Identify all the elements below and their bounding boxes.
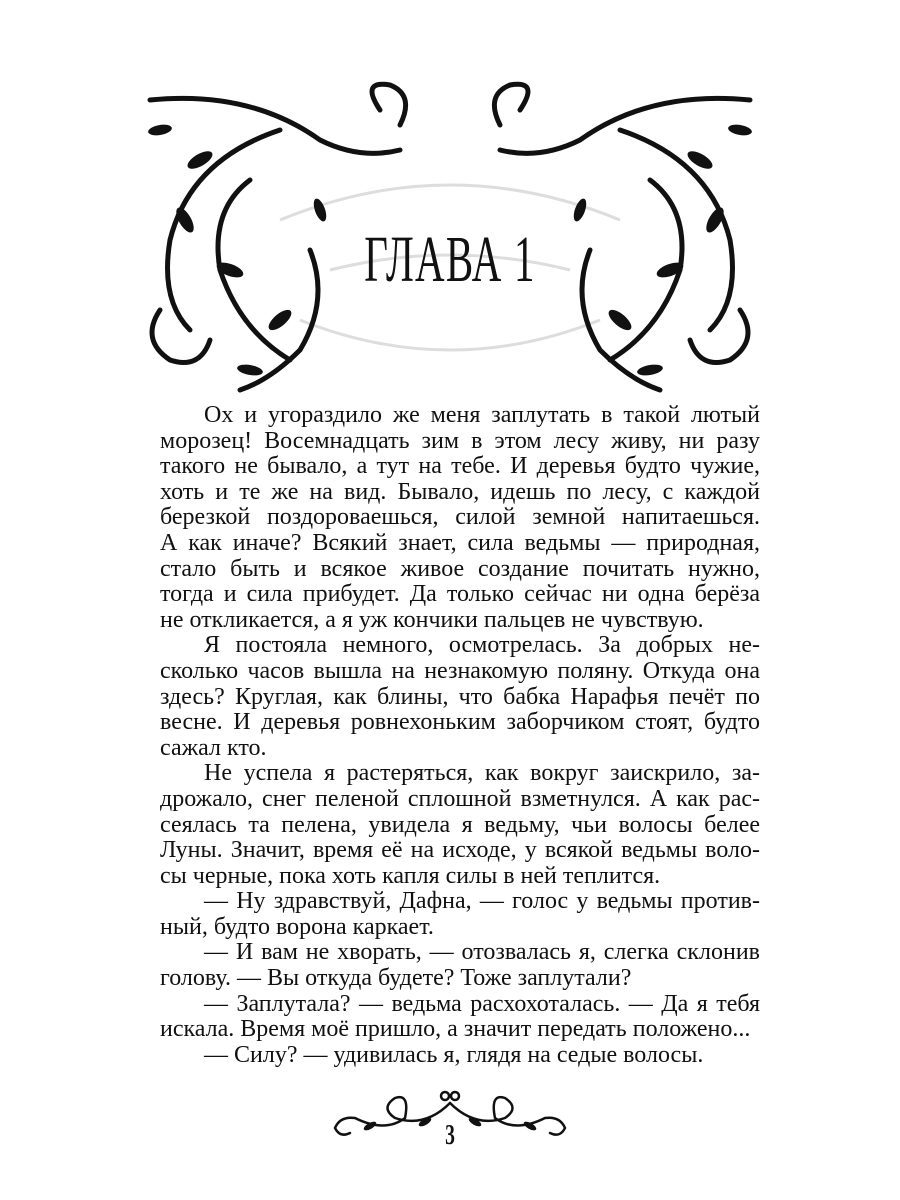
text-line: — Ну здравствуй, Дафна, — голос у ведьмы против- [204, 888, 760, 915]
text-line: не откликается, а я уж кончики пальцев не чувствую. [160, 606, 704, 633]
text-line: дрожало, снег пеленой сплошной взметнулся. А как рас- [160, 785, 760, 812]
text-line: весне. И деревья ровнехоньким заборчиком стоят, будто [160, 709, 760, 736]
text-line: стало быть и всякое живое создание почитать нужно, [160, 555, 760, 582]
text-line: хоть и те же на вид. Бывало, идешь по лесу, с каждой [160, 478, 760, 505]
text-line: здесь? Круглая, как блины, что бабка Нарафья печёт по [160, 683, 760, 710]
text-line: березкой поздороваешься, силой земной напитаешься. [160, 504, 760, 531]
text-line: — Заплутала? — ведьма расхохоталась. — Да я тебя [204, 990, 760, 1017]
page-number: 3 [445, 1120, 455, 1151]
text-line: сеялась та пелена, увидела я ведьму, чьи волосы белее [160, 811, 760, 838]
text-line: голову. — Вы откуда будете? Тоже заплутали? [160, 965, 632, 992]
text-line: Я постояла немного, осмотрелась. За добрых не- [204, 632, 760, 659]
text-line: сы черные, пока хоть капля силы в ней теплится. [160, 862, 661, 889]
text-line: А как иначе? Всякий знает, сила ведьмы — природная, [160, 529, 760, 556]
text-line: такого не бывало, а тут на тебе. И деревья будто чужие, [160, 453, 760, 480]
text-line: — Силу? — удивилась я, глядя на седые волосы. [204, 1041, 704, 1068]
text-line: Не успела я растеряться, как вокруг заискрило, за- [204, 760, 760, 787]
text-line: сколько часов вышла на незнакомую поляну. Откуда она [160, 657, 760, 684]
text-line: сажал кто. [160, 734, 267, 761]
text-line: искала. Время моё пришло, а значит передать положено... [160, 1016, 751, 1043]
text-line: ный, будто ворона каркает. [160, 913, 434, 940]
text-line: Луны. Значит, время её на исходе, у всякой ведьмы воло- [160, 837, 760, 864]
body-text [160, 403, 760, 1068]
chapter-title: ГЛАВА 1 [364, 223, 536, 296]
text-line: — И вам не хворать, — отозвалась я, слегка склонив [204, 939, 760, 966]
text-line: тогда и сила прибудет. Да только сейчас ни одна берёза [160, 581, 760, 608]
text-line: морозец! Восемнадцать зим в этом лесу живу, ни разу [160, 427, 760, 454]
text-line: Ох и угораздило же меня заплутать в такой лютый [204, 402, 760, 428]
